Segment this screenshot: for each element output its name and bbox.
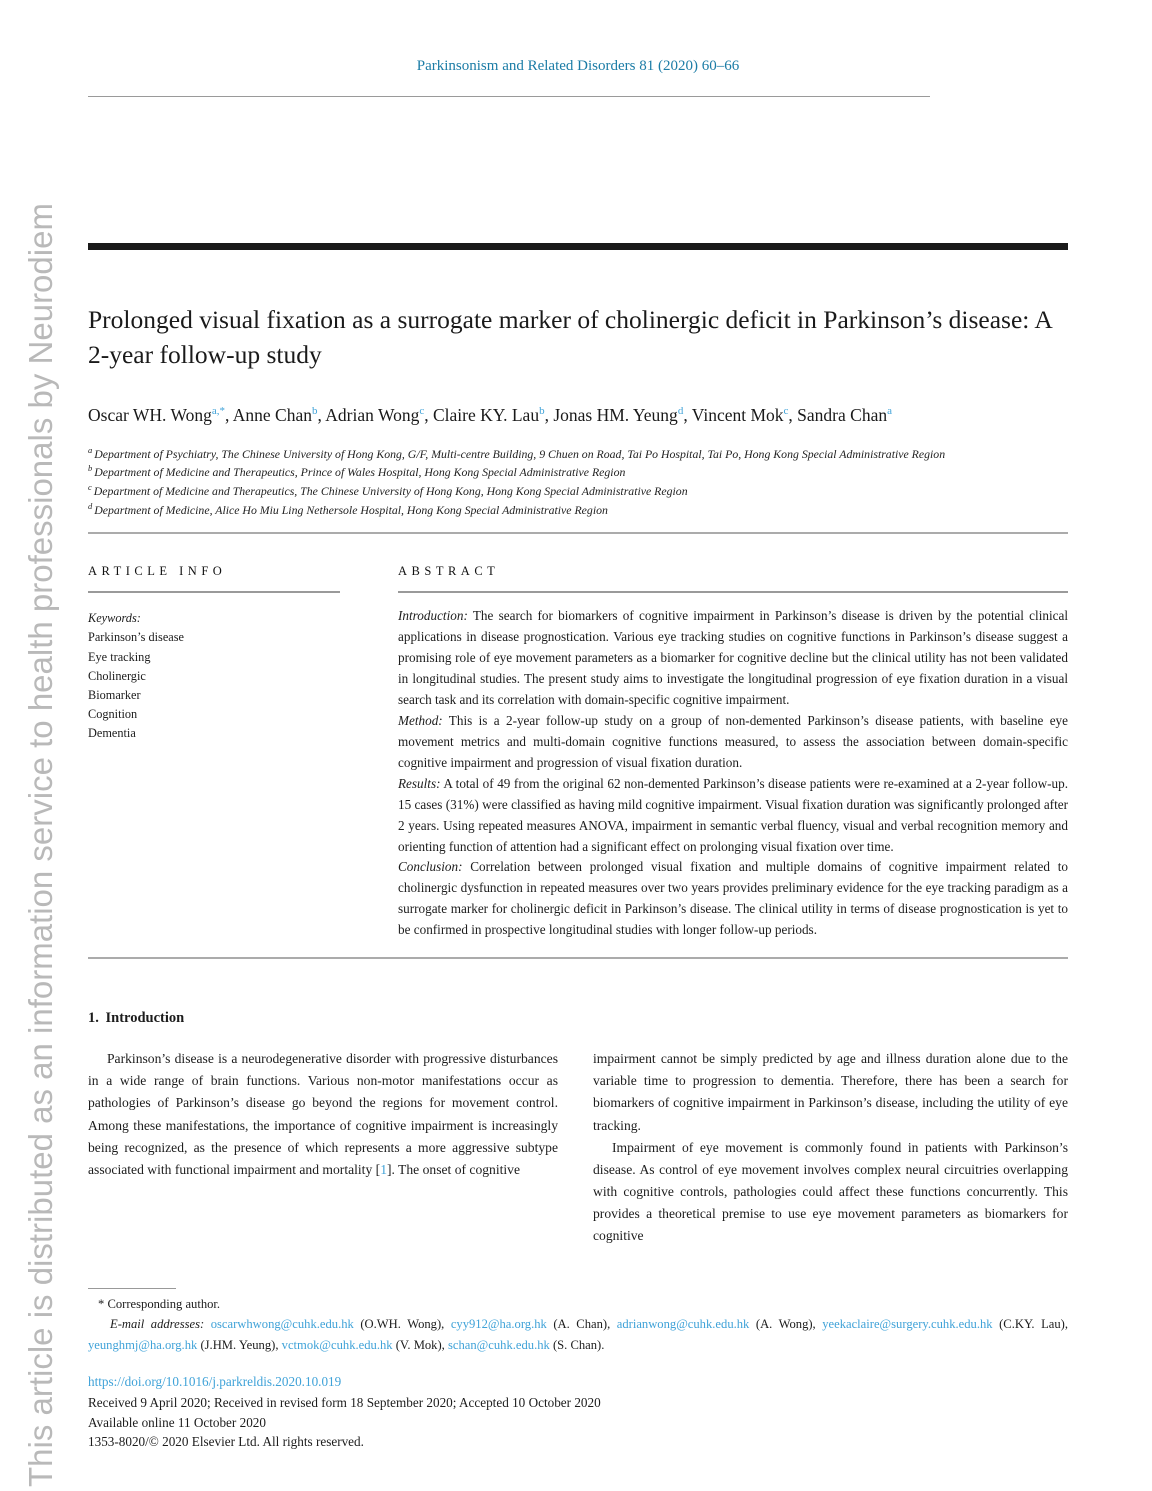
author <box>553 405 691 425</box>
author <box>88 405 233 425</box>
keywords-block <box>88 609 340 742</box>
abstract-para-label: Conclusion: <box>398 859 463 875</box>
abstract-paragraph <box>398 606 1068 711</box>
abstract-para-text: The search for biomarkers of cognitive impairment in Parkinson’s disease is driven by the potential clinical applications in disease prognostication. Various eye tracking studies on cognitive functions in Parkinson’s disease suggest a promising role of eye movement parameters as a biomarker for cognitive decline but the clinical utility has not been validated in longitudinal studies. The present study aims to investigate the longitudinal progression of eye fixation duration in a visual search task and its correlation with domain-specific cognitive impairment. <box>398 608 1068 708</box>
body-text-segment: Parkinson’s disease is a neurodegenerative disorder with progressive disturbances in a wide range of brain functions. Various non-motor manifestations occur as pathologies of Parkinson’s disease go beyond the regions for movement control. Among these manifestations, the importance of cognitive impairment is increasingly being recognized, as the presence of which represents a more aggressive subtype associated with functional impairment and mortality [ <box>88 1051 558 1177</box>
affiliation-sup: d <box>88 500 93 511</box>
article-info-heading: ARTICLE INFO <box>88 564 227 579</box>
author <box>797 405 892 425</box>
abstract-para-label: Method: <box>398 713 443 729</box>
doi-line <box>88 1374 1068 1390</box>
paper-content <box>88 0 1068 1452</box>
author-name: Anne Chan <box>232 405 312 426</box>
email-owner: (A. Wong), <box>749 1317 823 1332</box>
email-addresses <box>88 1314 1068 1356</box>
email-link[interactable]: oscarwhwong@cuhk.edu.hk <box>210 1317 354 1332</box>
corresponding-author-note <box>88 1294 1068 1315</box>
author-affil-sup[interactable]: b <box>312 405 318 418</box>
author-separator: , <box>424 405 433 426</box>
body-column-left <box>88 1048 558 1247</box>
author-name: Claire KY. Lau <box>432 405 540 426</box>
body-paragraph <box>88 1048 558 1181</box>
title-block-bar <box>88 243 1068 250</box>
journal-header[interactable]: Parkinsonism and Related Disorders 81 (2020) 60–66 <box>416 58 740 74</box>
body-text-segment: ]. The onset of cognitive <box>386 1161 520 1177</box>
email-link[interactable]: schan@cuhk.edu.hk <box>447 1338 550 1353</box>
affiliation-text: Department of Medicine and Therapeutics, Prince of Wales Hospital, Hong Kong Special Administrative Region <box>94 465 626 480</box>
doi-link[interactable]: https://doi.org/10.1016/j.parkreldis.2020.10.019 <box>88 1373 342 1389</box>
keyword: Eye tracking <box>88 649 151 664</box>
keyword: Cholinergic <box>88 668 146 683</box>
abstract-column <box>398 564 1068 941</box>
author <box>433 405 553 425</box>
email-owner: (A. Chan), <box>546 1317 617 1332</box>
header-divider <box>88 96 930 97</box>
author-affil-sup[interactable]: a,* <box>211 405 225 418</box>
asterisk: * <box>98 1296 105 1311</box>
keyword: Parkinson’s disease <box>88 630 184 645</box>
author-name: Adrian Wong <box>325 405 420 426</box>
author-affil-sup[interactable]: a <box>887 405 892 418</box>
received-dates: Received 9 April 2020; Received in revised form 18 September 2020; Accepted 10 October 2020 <box>88 1394 601 1410</box>
abstract-paragraph <box>398 774 1068 858</box>
abstract-heading: ABSTRACT <box>398 564 500 579</box>
author-affil-sup[interactable]: b <box>539 405 545 418</box>
affiliation <box>88 481 1068 500</box>
affiliation-sup: a <box>88 444 93 455</box>
abstract-para-text: A total of 49 from the original 62 non-demented Parkinson’s disease patients were re-examined at a 2-year follow-up. 15 cases (31%) were classified as having mild cognitive impairment. Visual fixation duration was significantly prolonged after 2 years. Using repeated measures ANOVA, impairment in semantic verbal fluency, visual and verbal recognition memory and orienting function of attention had a significant effect on prolonging visual fixation over time. <box>398 775 1068 854</box>
email-link[interactable]: vctmok@cuhk.edu.hk <box>281 1338 393 1353</box>
email-owner: (S. Chan). <box>549 1338 605 1353</box>
abstract-para-label: Results: <box>398 775 441 791</box>
author-separator: , <box>224 405 233 426</box>
body-paragraph: Impairment of eye movement is commonly found in patients with Parkinson’s disease. As control of eye movement involves complex neural circuitries overlapping with cognitive controls, pathologies could affect these functions concurrently. This provides a theoretical premise to use eye movement parameters as biomarkers for cognitive <box>593 1139 1068 1244</box>
affiliation-text: Department of Psychiatry, The Chinese University of Hong Kong, G/F, Multi-centre Building, 9 Chuen on Road, Tai Po Hospital, Tai Po, Hong Kong Special Administrative Region <box>94 446 946 461</box>
author-separator: , <box>317 405 326 426</box>
author-affil-sup[interactable]: d <box>677 405 684 418</box>
keyword: Dementia <box>88 725 136 740</box>
affiliation <box>88 500 1068 519</box>
author <box>692 405 797 425</box>
section-divider <box>88 532 1068 534</box>
abstract-para-text: Correlation between prolonged visual fixation and multiple domains of cognitive impairment related to cholinergic dysfunction in repeated measures over two years provides preliminary evidence for the eye tracking paradigm as a surrogate marker for cholinergic deficit in Parkinson’s disease. The clinical utility in terms of disease prognostication is yet to be confirmed in prospective longitudinal studies with longer follow-up periods. <box>398 859 1068 938</box>
email-owner: (O.WH. Wong), <box>353 1317 451 1332</box>
article-title: Prolonged visual fixation as a surrogate marker of cholinergic deficit in Parkinson’s disease: A 2-year follow-up study <box>88 305 1052 370</box>
affiliation-sup: c <box>88 482 92 493</box>
email-link[interactable]: yeunghmj@ha.org.hk <box>88 1338 198 1353</box>
email-label: E-mail addresses: <box>110 1317 205 1332</box>
footer-meta <box>88 1393 1068 1452</box>
keyword: Cognition <box>88 706 138 721</box>
issn-copyright: 1353-8020/© 2020 Elsevier Ltd. All rights reserved. <box>88 1434 364 1450</box>
email-link[interactable]: cyy912@ha.org.hk <box>450 1317 547 1332</box>
email-owner: (J.HM. Yeung), <box>197 1338 282 1353</box>
email-link[interactable]: adrianwong@cuhk.edu.hk <box>616 1317 750 1332</box>
affiliation-text: Department of Medicine and Therapeutics, The Chinese University of Hong Kong, Hong Kong Special Administrative Region <box>93 483 688 498</box>
author-name: Oscar WH. Wong <box>88 405 212 426</box>
author-separator: , <box>683 405 692 426</box>
article-info-column <box>88 564 340 941</box>
affiliation-text: Department of Medicine, Alice Ho Miu Ling Nethersole Hospital, Hong Kong Special Administrative Region <box>94 502 608 517</box>
email-owner: (V. Mok), <box>392 1338 448 1353</box>
email-link[interactable]: yeekaclaire@surgery.cuhk.edu.hk <box>822 1317 993 1332</box>
author-name: Jonas HM. Yeung <box>553 405 678 426</box>
affiliation-list <box>88 444 1068 519</box>
author-name: Vincent Mok <box>691 405 784 426</box>
author-separator: , <box>544 405 554 426</box>
abstract-paragraph <box>398 857 1068 941</box>
body-column-right <box>593 1048 1068 1247</box>
distribution-watermark: This article is distributed as an information service to health professionals by Neurodiem <box>22 203 59 1487</box>
author-list <box>88 401 908 429</box>
affiliation <box>88 462 1068 481</box>
author <box>233 405 326 425</box>
email-owner: (C.KY. Lau), <box>992 1317 1068 1332</box>
author-affil-sup[interactable]: c <box>419 405 425 418</box>
info-abstract-section <box>88 564 1068 941</box>
affiliation-sup: b <box>88 463 93 474</box>
keyword: Biomarker <box>88 687 141 702</box>
body-columns <box>88 1048 1068 1247</box>
author-affil-sup[interactable]: c <box>783 405 789 418</box>
author-separator: , <box>788 405 798 426</box>
article-info-divider <box>88 591 340 593</box>
abstract-para-text: This is a 2-year follow-up study on a group of non-demented Parkinson’s disease patients, with baseline eye movement metrics and multi-domain cognitive functions measured, to assess the association between domain-specific cognitive impairment and progression of visual fixation duration. <box>398 713 1068 770</box>
abstract-bottom-divider <box>88 957 1068 959</box>
abstract-text <box>398 606 1068 941</box>
available-online: Available online 11 October 2020 <box>88 1414 266 1430</box>
introduction-heading: 1. Introduction <box>88 1010 185 1027</box>
keywords-label: Keywords: <box>88 611 141 626</box>
abstract-para-label: Introduction: <box>398 608 468 624</box>
abstract-divider <box>398 591 1068 593</box>
footnote-block <box>88 1294 1068 1356</box>
citation-ref-1[interactable]: 1 <box>380 1161 387 1177</box>
affiliation <box>88 444 1068 463</box>
body-paragraph: impairment cannot be simply predicted by age and illness duration alone due to the variable time to progression to dementia. Therefore, there has been a search for biomarkers of cognitive impairment in Parkinson’s disease, including the utility of eye tracking. <box>593 1051 1068 1133</box>
author <box>325 405 433 425</box>
footnote-divider <box>88 1288 176 1289</box>
corresponding-text: Corresponding author. <box>107 1296 221 1311</box>
author-name: Sandra Chan <box>797 405 888 426</box>
abstract-paragraph <box>398 711 1068 774</box>
